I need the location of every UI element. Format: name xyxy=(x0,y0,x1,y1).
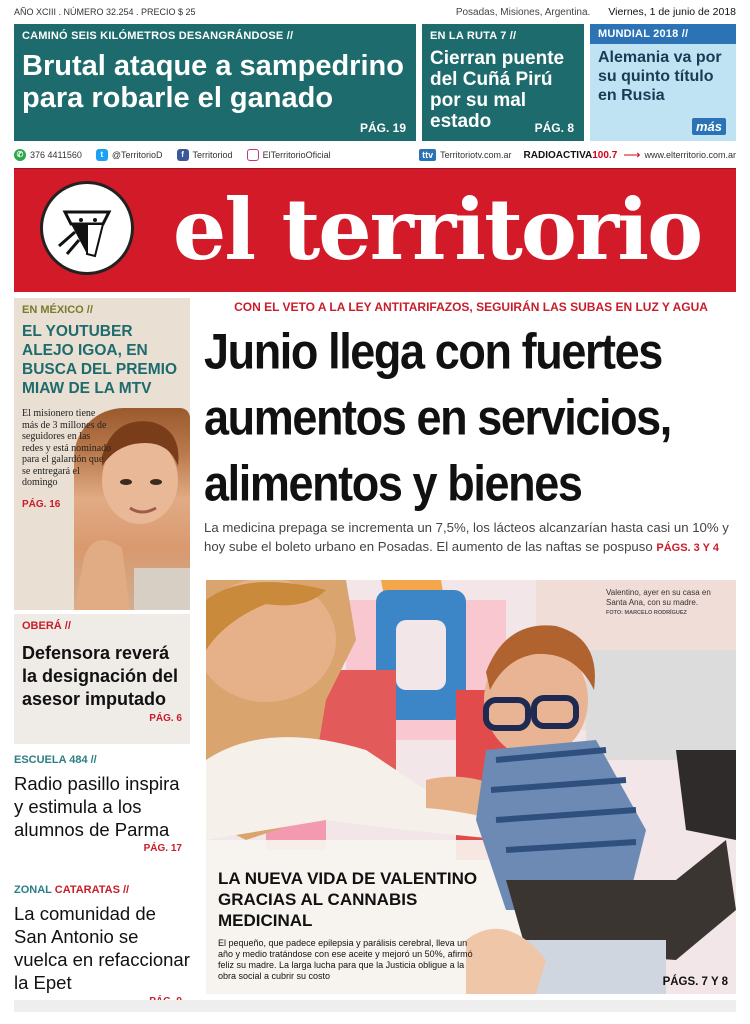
teaser-ganado[interactable] xyxy=(14,24,416,141)
teaser-puente[interactable] xyxy=(422,24,584,141)
photo-pages: PÁGS. 7 Y 8 xyxy=(662,976,728,988)
arrow-icon: ⟶ xyxy=(623,148,641,162)
story-headline: La comunidad de San Antonio se vuelca en refaccionar la Epet xyxy=(14,903,190,993)
kicker-topic: CATARATAS // xyxy=(54,884,130,896)
child-with-mother-illustration xyxy=(206,580,736,994)
mas-badge: más xyxy=(692,118,726,135)
ttv-badge: ttv xyxy=(419,149,436,161)
twitter-icon: t xyxy=(96,149,108,161)
caption-text: Valentino, ayer en su casa en Santa Ana, con su madre. xyxy=(606,588,711,607)
story-headline: Defensora reverá la designación del asesor imputado xyxy=(22,643,179,709)
teaser-headline: Alemania va por su quinto título en Rusia xyxy=(598,49,722,104)
story-kicker: ESCUELA 484 // xyxy=(14,754,97,766)
issue-info-bar xyxy=(14,4,736,20)
story-kicker: OBERÁ // xyxy=(22,620,71,632)
story-epet[interactable] xyxy=(14,884,190,1007)
twitter-handle: @TerritorioD xyxy=(111,150,163,160)
twitter-link[interactable] xyxy=(96,149,163,161)
instagram-icon xyxy=(247,149,259,161)
teaser-kicker: EN LA RUTA 7 // xyxy=(430,30,517,42)
dateline-place: Posadas, Misiones, Argentina. xyxy=(455,6,591,18)
deck-pages: PÁGS. 3 Y 4 xyxy=(656,542,719,554)
photo-headline: LA NUEVA VIDA DE VALENTINO GRACIAS AL CANNABIS MEDICINAL xyxy=(218,869,478,930)
teaser-headline: Brutal ataque a sampedrino para robarle el ganado xyxy=(22,50,404,114)
tv-link[interactable] xyxy=(419,149,511,161)
main-deck xyxy=(204,518,736,558)
deck-text: La medicina prepaga se incrementa un 7,5%, los lácteos alcanzarían hasta casi un 10% y hoy sube el boleto urbano en Posadas. El aumento de las naftas se pospuso xyxy=(204,520,729,554)
main-overline: CON EL VETO A LA LEY ANTITARIFAZOS, SEGUIRÁN LAS SUBAS EN LUZ Y AGUA xyxy=(234,300,708,314)
masthead xyxy=(14,168,736,292)
issue-date: Viernes, 1 de junio de 2018 xyxy=(608,6,736,18)
contact-bar xyxy=(14,144,736,166)
kicker-zone: ZONAL xyxy=(14,884,52,896)
radio-name: RADIOACTIVA xyxy=(523,149,593,161)
main-headline[interactable]: Junio llega con fuertes aumentos en servicios, alimentos y bienes xyxy=(204,322,671,512)
teaser-mundial[interactable] xyxy=(590,24,736,141)
facebook-link[interactable] xyxy=(177,149,233,161)
face-logo-icon xyxy=(43,184,131,272)
story-page: PÁG. 16 xyxy=(22,498,61,510)
photo-caption xyxy=(606,588,724,618)
teaser-page: PÁG. 19 xyxy=(359,121,406,135)
whatsapp-link[interactable] xyxy=(14,149,82,161)
teaser-kicker: MUNDIAL 2018 // xyxy=(590,24,736,44)
story-radio-pasillo[interactable] xyxy=(14,754,190,854)
story-page: PÁG. 17 xyxy=(143,843,182,854)
instagram-handle: ElTerritorioOficial xyxy=(262,150,331,160)
radio-link[interactable] xyxy=(524,150,618,161)
masthead-logo xyxy=(40,181,134,275)
teaser-kicker: CAMINÓ SEIS KILÓMETROS DESANGRÁNDOSE // xyxy=(22,30,294,42)
story-kicker xyxy=(14,884,190,896)
teaser-page: PÁG. 8 xyxy=(534,121,574,135)
radio-frequency: 100.7 xyxy=(592,149,618,161)
story-defensora[interactable] xyxy=(14,614,190,744)
website-link[interactable]: www.elterritorio.com.ar xyxy=(644,150,736,160)
photo-credit: FOTO: MARCELO RODRÍGUEZ xyxy=(606,610,687,616)
story-youtuber[interactable] xyxy=(14,298,190,610)
whatsapp-icon: ✆ xyxy=(14,149,26,161)
newspaper-title: el territorio xyxy=(172,180,702,279)
photo-summary: El pequeño, que padece epilepsia y parálisis cerebral, lleva un año y medio tratándose con ese aceite y mejoró un 50%, afirmó feliz su madre. La larga lucha para que la Justicia obligue a la obra social a cubrir su costo xyxy=(218,938,473,981)
story-headline: EL YOUTUBER ALEJO IGOA, EN BUSCA DEL PREMIO MIAW DE LA MTV xyxy=(22,323,178,397)
issue-number: AÑO XCIII . NÚMERO 32.254 . PRECIO $ 25 xyxy=(14,7,196,17)
facebook-icon: f xyxy=(177,149,189,161)
tv-site: Territoriotv.com.ar xyxy=(440,150,512,160)
story-page: PÁG. 6 xyxy=(149,713,182,724)
facebook-handle: Territoriod xyxy=(192,150,233,160)
bottom-rule xyxy=(14,1000,736,1012)
whatsapp-number: 376 4411560 xyxy=(30,150,82,160)
story-headline: Radio pasillo inspira y estimula a los alumnos de Parma xyxy=(14,773,180,840)
teaser-headline: Cierran puente del Cuñá Pirú por su mal estado xyxy=(430,48,565,132)
story-kicker: EN MÉXICO // xyxy=(22,304,93,316)
main-photo[interactable] xyxy=(206,580,736,994)
instagram-link[interactable] xyxy=(247,149,331,161)
story-summary: El misionero tiene más de 3 millones de seguidores en las redes y está nominado para el galardón que se entregará el domingo xyxy=(22,408,112,488)
